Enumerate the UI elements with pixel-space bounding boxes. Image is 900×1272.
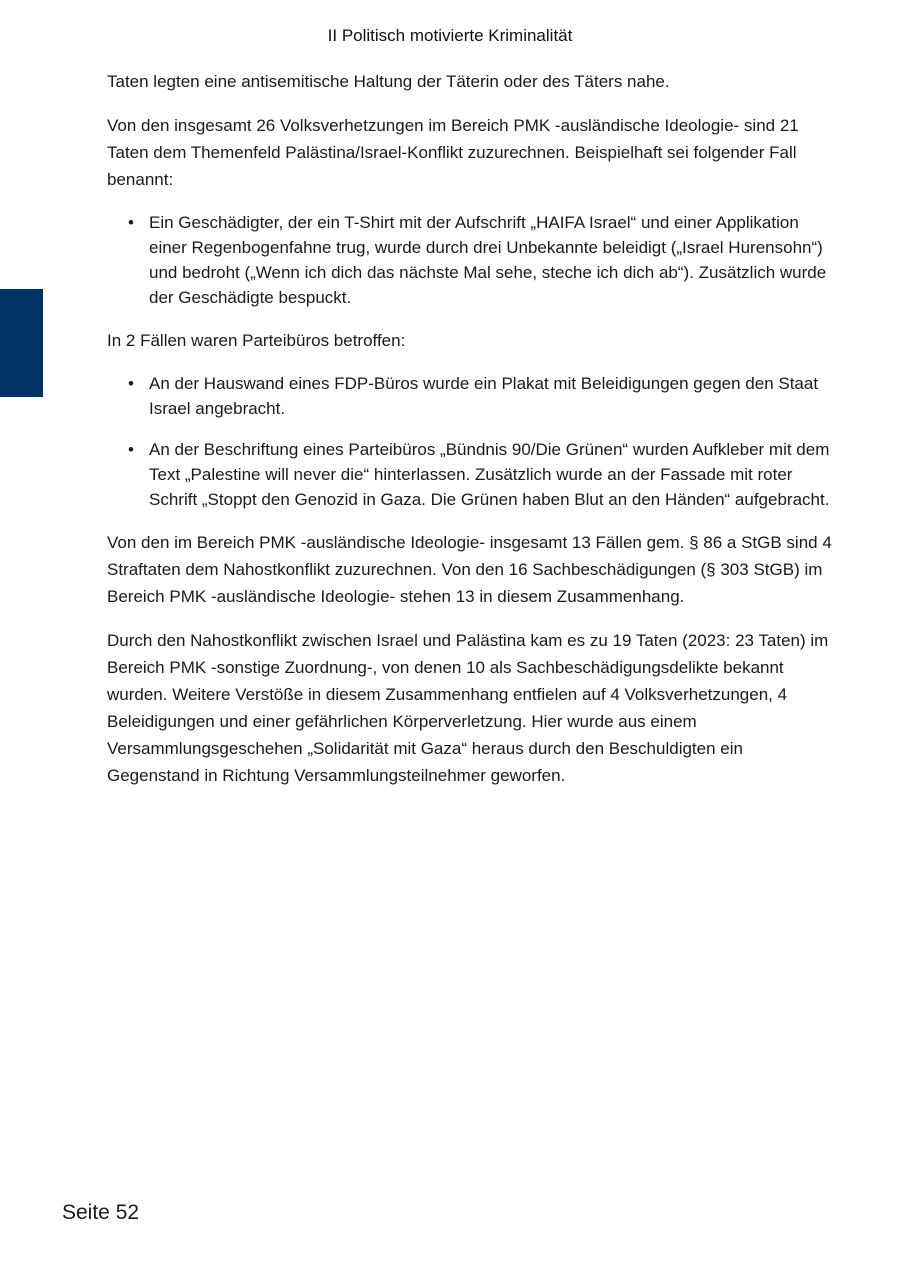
document-body [107,68,835,806]
paragraph-5: Durch den Nahostkonflikt zwischen Israel und Palästina kam es zu 19 Taten (2023: 23 Taten) im Bereich PMK -sonstige Zuordnung-, von denen 10 als Sachbeschädigungsdelikte bekannt wurden. Weitere Verstöße in diesem Zusammenhang entfielen auf 4 Volksverhetzungen, 4 Beleidigungen und einer gefährlichen Körperverletzung. Hier wurde aus einem Versammlungsgeschehen „Solidarität mit Gaza“ heraus durch den Beschuldigten ein Gegenstand in Richtung Versammlungsteilnehmer geworfen. [107,631,829,785]
bullet-marker: • [128,374,134,393]
paragraph-2: Von den insgesamt 26 Volksverhetzungen im Bereich PMK -ausländische Ideologie- sind 21 Taten dem Themenfeld Palästina/Israel-Konflikt zuzurechnen. Beispielhaft sei folgender Fall benannt: [107,116,799,189]
paragraph-4: Von den im Bereich PMK -ausländische Ideologie- insgesamt 13 Fällen gem. § 86 a StGB sind 4 Straftaten dem Nahostkonflikt zuzurechnen. Von den 16 Sachbeschädigungen (§ 303 StGB) im Bereich PMK -ausländische Ideologie- stehen 13 in diesem Zusammenhang. [107,533,832,606]
paragraph-3: In 2 Fällen waren Parteibüros betroffen: [107,331,406,350]
bullet-list-2 [107,371,835,512]
page-number: Seite 52 [62,1201,140,1224]
list-item [107,371,835,421]
bullet-marker: • [128,440,134,459]
running-header: II Politisch motivierte Kriminalität [327,26,573,45]
chapter-side-tab [0,289,43,397]
list-item-text: An der Beschriftung eines Parteibüros „Bündnis 90/Die Grünen“ wurden Aufkleber mit dem Text „Palestine will never die“ hinterlassen. Zusätzlich wurde an der Fassade mit roter Schrift „Stoppt den Genozid in Gaza. Die Grünen haben Blut an den Händen“ aufgebracht. [149,440,830,509]
bullet-marker: • [128,213,134,232]
list-item-text: Ein Geschädigter, der ein T-Shirt mit der Aufschrift „HAIFA Israel“ und einer Applikation einer Regenbogenfahne trug, wurde durch drei Unbekannte beleidigt („Israel Hurensohn“) und bedroht („Wenn ich dich das nächste Mal sehe, steche ich dich ab“). Zusätzlich wurde der Geschädigte bespuckt. [149,213,827,307]
paragraph-1: Taten legten eine antisemitische Haltung der Täterin oder des Täters nahe. [107,72,670,91]
bullet-list-1 [107,210,835,310]
list-item [107,210,835,310]
list-item [107,437,835,512]
list-item-text: An der Hauswand eines FDP-Büros wurde ein Plakat mit Beleidigungen gegen den Staat Israel angebracht. [149,374,819,418]
